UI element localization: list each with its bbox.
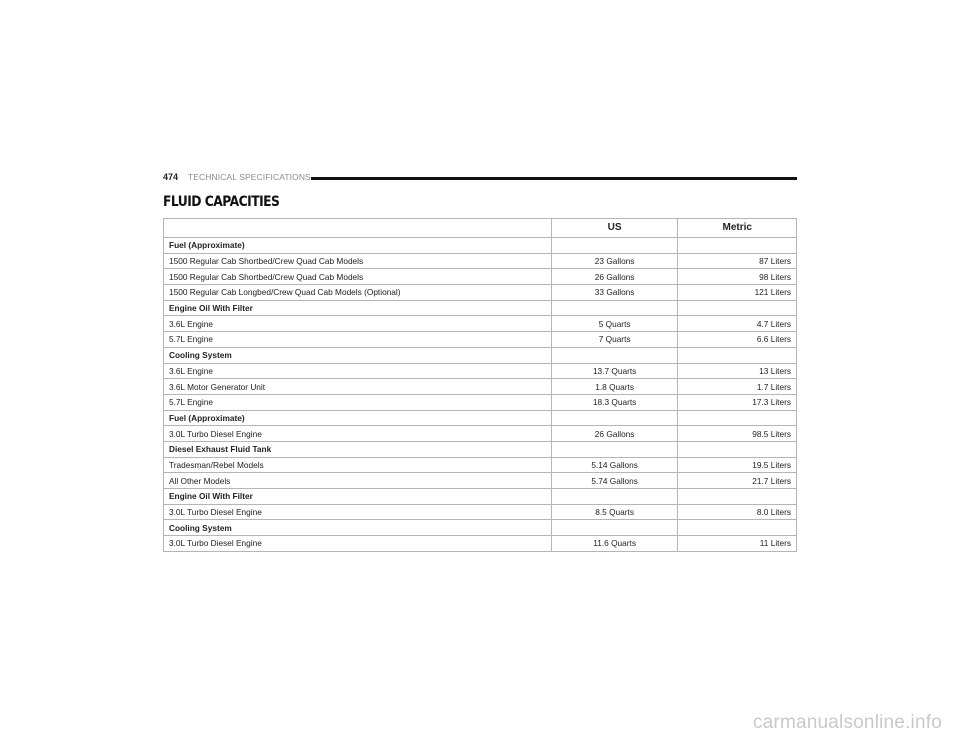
- metric-value: 21.7 Liters: [678, 473, 797, 489]
- item-label: 3.6L Engine: [164, 316, 552, 332]
- item-label: 3.0L Turbo Diesel Engine: [164, 504, 552, 520]
- table-row: [164, 504, 797, 520]
- us-value: [551, 238, 678, 254]
- metric-value: [678, 410, 797, 426]
- table-group-row: [164, 520, 797, 536]
- table-group-row: [164, 441, 797, 457]
- group-label: Cooling System: [164, 520, 552, 536]
- metric-value: [678, 238, 797, 254]
- table-header-row: [164, 219, 797, 238]
- us-value: 11.6 Quarts: [551, 536, 678, 552]
- item-label: 3.0L Turbo Diesel Engine: [164, 426, 552, 442]
- item-label: 3.6L Motor Generator Unit: [164, 379, 552, 395]
- us-value: 1.8 Quarts: [551, 379, 678, 395]
- group-label: Cooling System: [164, 347, 552, 363]
- table-row: [164, 253, 797, 269]
- group-label: Diesel Exhaust Fluid Tank: [164, 441, 552, 457]
- us-value: 7 Quarts: [551, 332, 678, 348]
- item-label: All Other Models: [164, 473, 552, 489]
- us-value: 33 Gallons: [551, 285, 678, 301]
- table-row: [164, 379, 797, 395]
- us-value: [551, 489, 678, 505]
- table-row: [164, 426, 797, 442]
- table-row: [164, 332, 797, 348]
- metric-value: 13 Liters: [678, 363, 797, 379]
- us-value: 18.3 Quarts: [551, 394, 678, 410]
- table-row: [164, 536, 797, 552]
- page-header: [163, 172, 797, 186]
- metric-value: [678, 441, 797, 457]
- metric-value: 98 Liters: [678, 269, 797, 285]
- us-value: 5 Quarts: [551, 316, 678, 332]
- table-row: [164, 473, 797, 489]
- metric-value: [678, 347, 797, 363]
- item-label: 1500 Regular Cab Shortbed/Crew Quad Cab Models: [164, 269, 552, 285]
- us-value: 26 Gallons: [551, 426, 678, 442]
- metric-value: 17.3 Liters: [678, 394, 797, 410]
- table-row: [164, 269, 797, 285]
- item-label: 3.0L Turbo Diesel Engine: [164, 536, 552, 552]
- us-value: 5.14 Gallons: [551, 457, 678, 473]
- metric-value: 4.7 Liters: [678, 316, 797, 332]
- us-value: 23 Gallons: [551, 253, 678, 269]
- fluid-capacities-table: [163, 218, 797, 552]
- item-label: Tradesman/Rebel Models: [164, 457, 552, 473]
- metric-value: 8.0 Liters: [678, 504, 797, 520]
- item-label: 1500 Regular Cab Longbed/Crew Quad Cab Models (Optional): [164, 285, 552, 301]
- table-group-row: [164, 238, 797, 254]
- item-label: 1500 Regular Cab Shortbed/Crew Quad Cab Models: [164, 253, 552, 269]
- metric-value: 121 Liters: [678, 285, 797, 301]
- metric-value: [678, 300, 797, 316]
- metric-value: 19.5 Liters: [678, 457, 797, 473]
- group-label: Fuel (Approximate): [164, 238, 552, 254]
- us-value: 8.5 Quarts: [551, 504, 678, 520]
- metric-value: 6.6 Liters: [678, 332, 797, 348]
- us-value: [551, 347, 678, 363]
- metric-value: 98.5 Liters: [678, 426, 797, 442]
- table-group-row: [164, 347, 797, 363]
- metric-value: 1.7 Liters: [678, 379, 797, 395]
- column-header-description: [164, 219, 552, 238]
- item-label: 3.6L Engine: [164, 363, 552, 379]
- group-label: Engine Oil With Filter: [164, 489, 552, 505]
- page-number: 474: [163, 172, 179, 182]
- page-title: FLUID CAPACITIES: [163, 194, 280, 210]
- table-row: [164, 363, 797, 379]
- metric-value: 87 Liters: [678, 253, 797, 269]
- us-value: [551, 520, 678, 536]
- column-header-us: US: [551, 219, 678, 238]
- group-label: Engine Oil With Filter: [164, 300, 552, 316]
- us-value: 13.7 Quarts: [551, 363, 678, 379]
- table-group-row: [164, 300, 797, 316]
- table-body: [164, 238, 797, 552]
- us-value: [551, 441, 678, 457]
- us-value: [551, 410, 678, 426]
- us-value: 5.74 Gallons: [551, 473, 678, 489]
- us-value: 26 Gallons: [551, 269, 678, 285]
- table-row: [164, 457, 797, 473]
- metric-value: [678, 520, 797, 536]
- us-value: [551, 300, 678, 316]
- table-row: [164, 285, 797, 301]
- column-header-metric: Metric: [678, 219, 797, 238]
- header-rule: [311, 177, 797, 180]
- table-row: [164, 316, 797, 332]
- section-title: TECHNICAL SPECIFICATIONS: [188, 172, 311, 182]
- table-row: [164, 394, 797, 410]
- group-label: Fuel (Approximate): [164, 410, 552, 426]
- item-label: 5.7L Engine: [164, 332, 552, 348]
- item-label: 5.7L Engine: [164, 394, 552, 410]
- watermark: carmanualsonline.info: [752, 712, 942, 733]
- metric-value: [678, 489, 797, 505]
- table-group-row: [164, 410, 797, 426]
- table-group-row: [164, 489, 797, 505]
- metric-value: 11 Liters: [678, 536, 797, 552]
